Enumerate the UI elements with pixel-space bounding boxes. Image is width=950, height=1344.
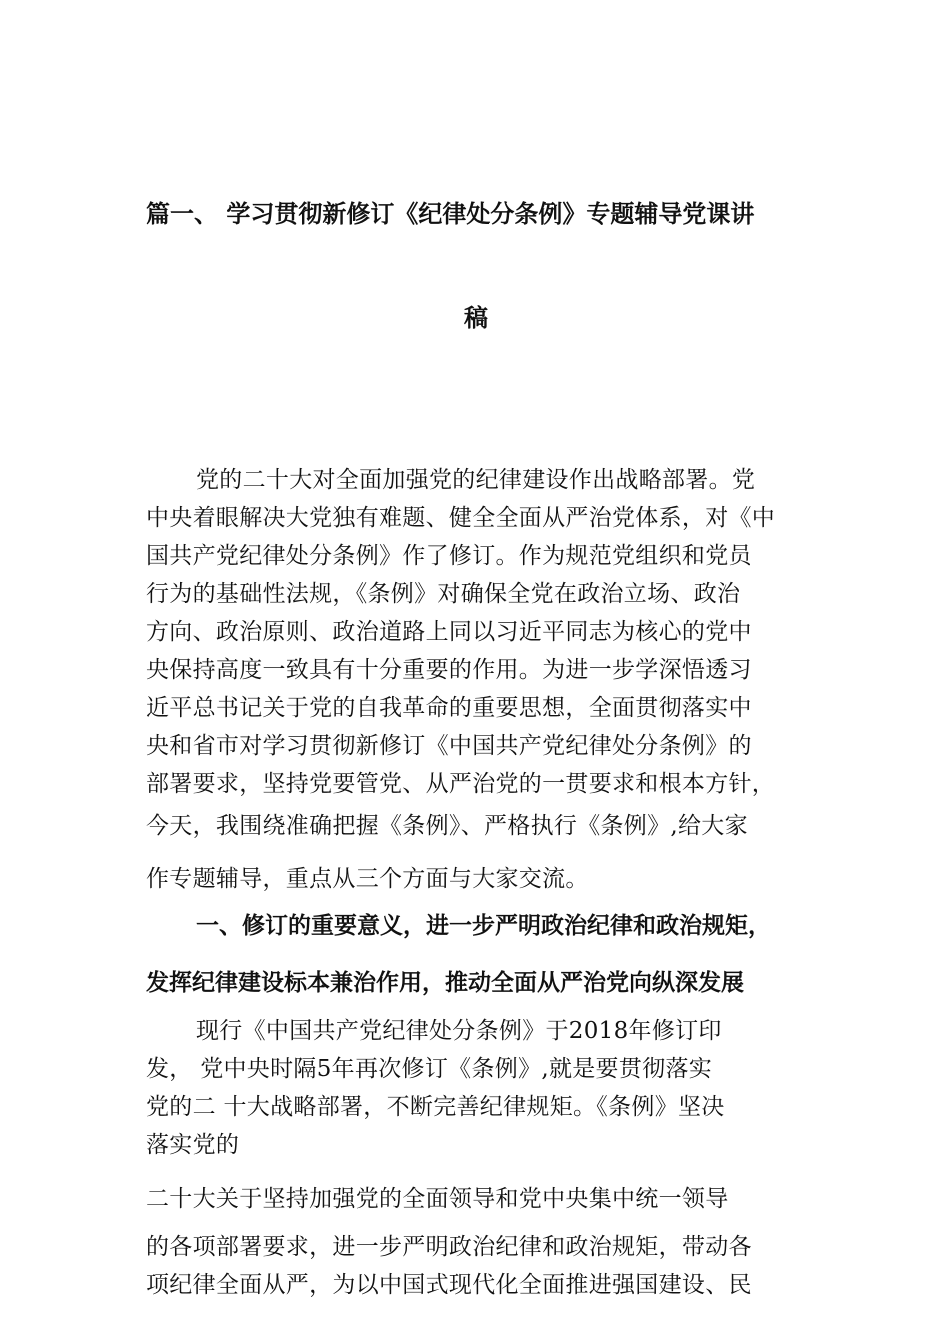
document-title-line-1: 篇一、 学习贯彻新修订《纪律处分条例》专题辅导党课讲 [146, 200, 755, 228]
paragraph-line: 近平总书记关于党的自我革命的重要思想，全面贯彻落实中 [146, 695, 752, 721]
paragraph-line: 作专题辅导，重点从三个方面与大家交流。 [146, 866, 589, 892]
document-title-line-2: 稿 [464, 304, 488, 332]
paragraph-line: 国共产党纪律处分条例》作了修订。作为规范党组织和党员 [146, 543, 752, 569]
paragraph-line: 的各项部署要求，进一步严明政治纪律和政治规矩，带动各 [146, 1234, 752, 1260]
paragraph-line: 今天，我围绕准确把握《条例》、严格执行《条例》,给大家 [146, 813, 748, 839]
paragraph-line: 党的二 十大战略部署，不断完善纪律规矩。《条例》坚决 [146, 1094, 725, 1120]
paragraph-line: 行为的基础性法规，《条例》对确保全党在政治立场、政治 [146, 581, 741, 607]
section-heading-line-2: 发挥纪律建设标本兼治作用，推动全面从严治党向纵深发展 [146, 970, 744, 996]
paragraph-line: 党的二十大对全面加强党的纪律建设作出战略部署。党 [196, 467, 756, 493]
paragraph-line: 落实党的 [146, 1132, 240, 1158]
paragraph-line: 中央着眼解决大党独有难题、健全全面从严治党体系，对《中 [146, 505, 776, 531]
section-heading-line-1: 一、修订的重要意义，进一步严明政治纪律和政治规矩， [196, 913, 771, 939]
paragraph-line: 央保持高度一致具有十分重要的作用。为进一步学深悟透习 [146, 657, 752, 683]
paragraph-line: 发， 党中央时隔5年再次修订《条例》,就是要贯彻落实 [146, 1056, 713, 1082]
paragraph-line: 现行《中国共产党纪律处分条例》于2018年修订印 [196, 1018, 722, 1044]
paragraph-line: 项纪律全面从严，为以中国式现代化全面推进强国建设、民 [146, 1272, 752, 1298]
paragraph-line: 央和省市对学习贯彻新修订《中国共产党纪律处分条例》的 [146, 733, 752, 759]
paragraph-line: 部署要求，坚持党要管党、从严治党的一贯要求和根本方针， [146, 771, 776, 797]
paragraph-line: 方向、政治原则、政治道路上同以习近平同志为核心的党中 [146, 619, 752, 645]
paragraph-line: 二十大关于坚持加强党的全面领导和党中央集中统一领导 [146, 1186, 729, 1212]
